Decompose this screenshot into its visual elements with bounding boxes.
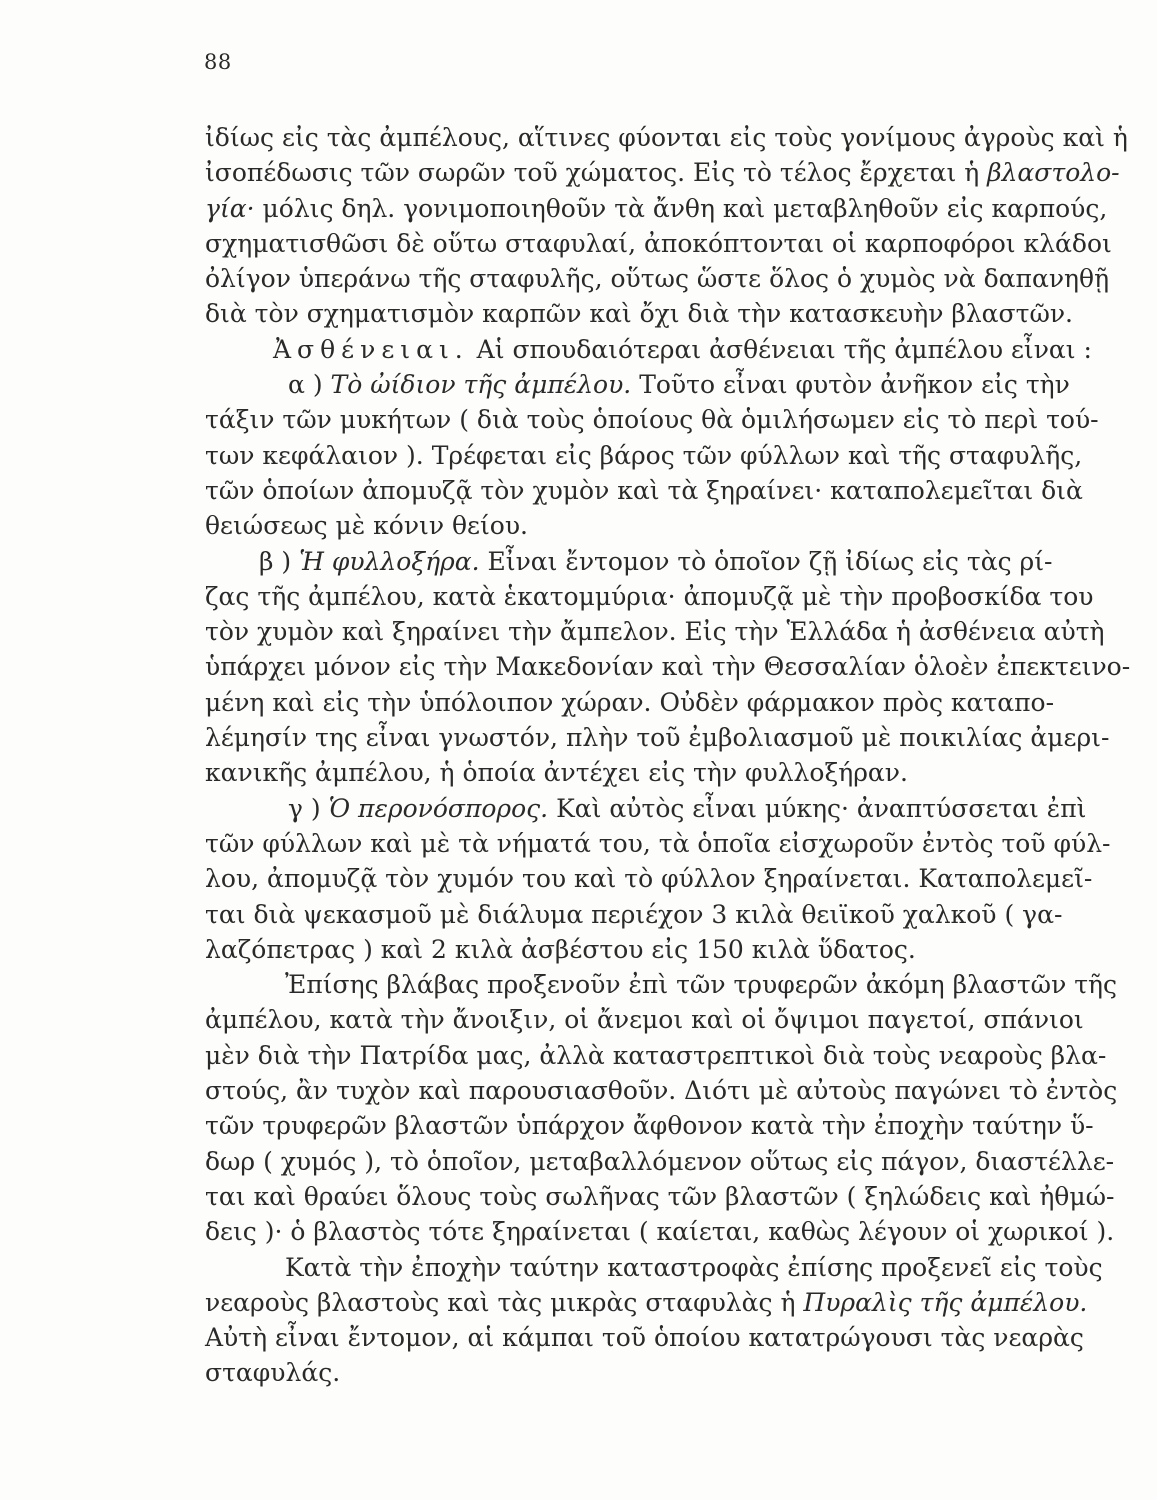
text-segment: μένη καὶ εἰς τὴν ὑπόλοιπον χώραν. Οὐδὲν φάρμακον πρὸς καταπο- [205,687,1055,717]
text-line [205,473,1083,508]
italic-term: γία· [205,193,255,223]
text-line [205,332,1092,367]
text-line [205,1002,1084,1037]
italic-term: Τὸ ὠίδιον τῆς ἀμπέλου. [330,370,632,400]
text-line [205,826,1111,861]
text-line [205,120,1128,155]
text-line [205,649,1131,684]
text-line [205,614,1105,649]
text-line [205,296,1073,331]
text-segment: στούς, ἂν τυχὸν καὶ παρουσιασθοῦν. Διότι μὲ αὐτοὺς παγώνει τὸ ἐντὸς [205,1076,1118,1106]
text-segment: ἀμπέλου, κατὰ τὴν ἄνοιξιν, οἱ ἄνεμοι καὶ οἱ ὄψιμοι παγετοί, σπάνιοι [205,1005,1084,1035]
text-segment: διὰ τὸν σχηματισμὸν καρπῶν καὶ ὄχι διὰ τὴν κατασκευὴν βλαστῶν. [205,299,1073,329]
text-segment: ζας τῆς ἀμπέλου, κατὰ ἑκατομμύρια· ἀπομυζᾷ μὲ τὴν προβοσκίδα του [205,581,1094,611]
text-line [205,1214,1115,1249]
section-heading: Ἀσθένειαι. [273,334,469,364]
text-segment: Αὐτὴ εἶναι ἔντομον, αἱ κάμπαι τοῦ ὁποίου κατατρώγουσι τὰς νεαρὰς [205,1323,1084,1353]
text-segment: Κατὰ τὴν ἐποχὴν ταύτην καταστροφὰς ἐπίσης προξενεῖ εἰς τοὺς [285,1252,1103,1282]
text-line [205,685,1055,720]
text-line [205,508,1050,543]
text-line [205,226,1112,261]
text-line [205,897,1063,932]
text-segment: τῶν ὁποίων ἀπομυζᾷ τὸν χυμὸν καὶ τὰ ξηραίνει· καταπολεμεῖται διὰ [205,475,1083,505]
text-line [205,155,1120,190]
list-marker: γ ) [288,793,321,823]
text-segment: δεις )· ὁ βλαστὸς τότε ξηραίνεται ( καίεται, καθὼς λέγουν οἱ χωρικοί ). [205,1217,1115,1247]
text-segment: ἰδίως εἰς τὰς ἀμπέλους, αἵτινες φύονται εἰς τοὺς γονίμους ἀγροὺς καὶ ἡ [205,123,1128,152]
text-line [205,967,1118,1002]
text-segment: δωρ ( χυμός ), τὸ ὁποῖον, μεταβαλλόμενον οὕτως εἰς πάγον, διαστέλλε- [205,1146,1115,1176]
text-segment: ἰσοπέδωσις τῶν σωρῶν τοῦ χώματος. Εἰς τὸ τέλος ἔρχεται ἡ [205,158,980,188]
text-line [205,191,1108,226]
italic-term: Ὁ περονόσπορος. [328,793,549,823]
page-number: 88 [204,50,232,74]
italic-term: Ἡ φυλλοξήρα. [299,546,480,576]
text-line [205,720,1110,755]
text-segment: θειώσεως μὲ κόνιν θείου. [205,511,528,541]
text-line [205,861,1093,896]
text-line [205,1179,1115,1214]
text-segment: Εἶναι ἔντομον τὸ ὁποῖον ζῇ ἰδίως εἰς τὰς ρί- [487,546,1053,576]
text-line [205,367,1070,402]
text-segment: Αἱ σπουδαιότεραι ἀσθένειαι τῆς ἀμπέλου εἶναι : [476,334,1092,364]
italic-term: βλαστολο- [987,158,1120,188]
text-segment: κανικῆς ἀμπέλου, ἡ ὁποία ἀντέχει εἰς τὴν φυλλοξήραν. [205,758,908,788]
text-segment: νεαροὺς βλαστοὺς καὶ τὰς μικρὰς σταφυλὰς ἡ [205,1287,796,1317]
text-line [205,544,1053,579]
text-line [205,261,1110,296]
list-marker: β ) [259,546,292,576]
text-line [205,791,1087,826]
text-segment: Καὶ αὐτὸς εἶναι μύκης· ἀναπτύσσεται ἐπὶ [556,793,1087,823]
text-line [205,1320,1084,1355]
text-segment: των κεφάλαιον ). Τρέφεται εἰς βάρος τῶν φύλλων καὶ τῆς σταφυλῆς, [205,440,1083,470]
text-segment: λαζόπετρας ) καὶ 2 κιλὰ ἀσβέστου εἰς 150 κιλὰ ὕδατος. [205,934,916,964]
text-segment: ται καὶ θραύει ὅλους τοὺς σωλῆνας τῶν βλαστῶν ( ξηλώδεις καὶ ἠθμώ- [205,1181,1115,1211]
text-segment: τὸν χυμὸν καὶ ξηραίνει τὴν ἄμπελον. Εἰς τὴν Ἑλλάδα ἡ ἀσθένεια αὐτὴ [205,617,1105,647]
text-segment: σταφυλάς. [205,1358,341,1388]
text-segment: λέμησίν της εἶναι γνωστόν, πλὴν τοῦ ἐμβολιασμοῦ μὲ ποικιλίας ἀμερι- [205,723,1110,753]
text-segment: ὑπάρχει μόνον εἰς τὴν Μακεδονίαν καὶ τὴν Θεσσαλίαν ὁλοὲν ἐπεκτεινο- [205,652,1131,682]
text-segment: Ἐπίσης βλάβας προξενοῦν ἐπὶ τῶν τρυφερῶν ἀκόμη βλαστῶν τῆς [285,970,1118,1000]
text-line [205,932,1050,967]
text-segment: τάξιν τῶν μυκήτων ( διὰ τοὺς ὁποίους θὰ ὁμιλήσωμεν εἰς τὸ περὶ τού- [205,405,1099,435]
text-line [205,1038,1107,1073]
text-line [205,1285,1088,1320]
text-line [205,1144,1115,1179]
text-line [205,1108,1094,1143]
text-line [205,1073,1118,1108]
text-line [205,755,1050,790]
text-segment: Τοῦτο εἶναι φυτὸν ἀνῆκον εἰς τὴν [639,370,1070,400]
text-segment: μόλις δηλ. γονιμοποιηθοῦν τὰ ἄνθη καὶ μεταβληθοῦν εἰς καρπούς, [262,193,1108,223]
text-segment: λου, ἀπομυζᾷ τὸν χυμόν του καὶ τὸ φύλλον ξηραίνεται. Καταπολεμεῖ- [205,864,1093,894]
text-line [205,1355,1050,1390]
text-segment: ται διὰ ψεκασμοῦ μὲ διάλυμα περιέχον 3 κιλὰ θειϊκοῦ χαλκοῦ ( γα- [205,899,1063,929]
text-line [205,402,1099,437]
text-segment: σχηματισθῶσι δὲ οὕτω σταφυλαί, ἀποκόπτονται οἱ καρποφόροι κλάδοι [205,228,1112,258]
italic-term: Πυραλὶς τῆς ἀμπέλου. [803,1287,1088,1317]
text-line [205,438,1083,473]
list-marker: α ) [288,370,323,400]
text-line [205,1250,1103,1285]
text-line [205,579,1094,614]
text-segment: ὀλίγον ὑπεράνω τῆς σταφυλῆς, οὕτως ὥστε ὅλος ὁ χυμὸς νὰ δαπανηθῇ [205,264,1110,294]
text-segment: μὲν διὰ τὴν Πατρίδα μας, ἀλλὰ καταστρεπτικοὶ διὰ τοὺς νεαροὺς βλα- [205,1040,1107,1070]
text-segment: τῶν τρυφερῶν βλαστῶν ὑπάρχον ἄφθονον κατὰ τὴν ἐποχὴν ταύτην ὕ- [205,1111,1094,1141]
text-segment: τῶν φύλλων καὶ μὲ τὰ νήματά του, τὰ ὁποῖα εἰσχωροῦν ἐντὸς τοῦ φύλ- [205,828,1111,858]
body-text [205,120,1131,1391]
